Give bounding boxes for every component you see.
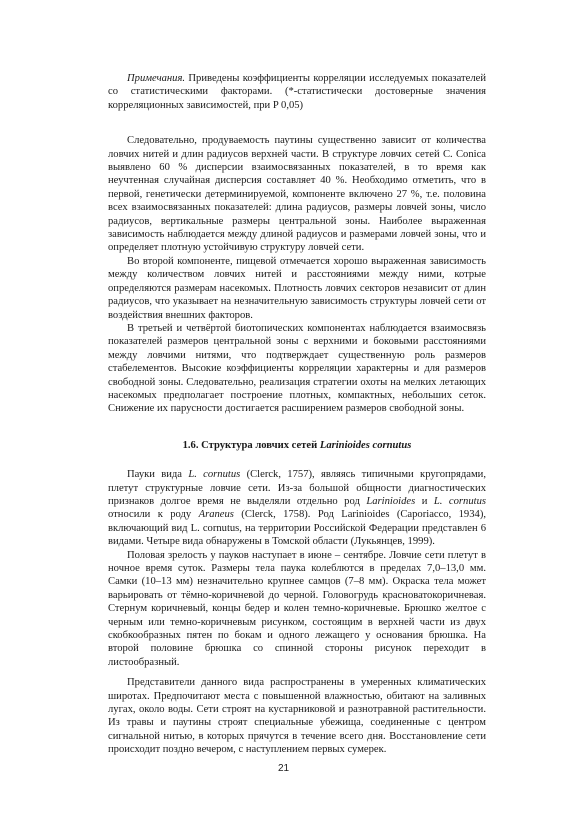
spacer	[108, 452, 486, 468]
text-run: (Clerck, 1757), являясь типичными кругопрядами, плетут структурные ловчие сети. Из-за большой общности диагностических признаков долгое время не выделяли отдельно род	[108, 469, 486, 507]
spacer	[108, 416, 486, 439]
species-name: L. cornutus	[188, 469, 241, 481]
spacer	[108, 112, 486, 134]
note-text: Приведены коэффициенты корреляции исследуемых показателей со статистическими факторами. (*-статистически достоверные значения корреляционных зависимостей, при P 0,05)	[108, 73, 486, 111]
spacer	[108, 669, 486, 676]
text-run: и	[415, 495, 434, 507]
genus-name: Araneus	[198, 509, 234, 521]
section-heading-prefix: 1.6. Структура ловчих сетей	[182, 439, 320, 451]
body-paragraph: В третьей и четвёртой биотопических компонентах наблюдается взаимосвязь показателей размеров центральной зоны с верхними и боковыми расстояниями между ловчими нитями, что подтверждает существенную роль размеров стабелементов. Высокие коэффициенты корреляции характерны и для размеров свободной зоны. Следовательно, реализация стратегии охоты на мелких летающих насекомых предполагает построение плотных, компактных, небольших сеток. Снижение их парусности достигается расширением размеров свободной зоны.	[108, 322, 486, 415]
text-run: относили к роду	[108, 509, 199, 521]
text-run: Пауки вида	[127, 469, 189, 481]
table-note	[108, 72, 486, 112]
section-paragraph: Представители данного вида распространены в умеренных климатических широтах. Предпочитают места с повышенной влажностью, обитают на заливных лугах, около воды. Сети строят на кустарниковой и разнотравной растительности. Из травы и паутины строят специальные убежища, соединенные с центром сигнальной нитью, в которых прячутся в течение всего дня. Восстановление сети происходит поздно вечером, с наступлением первых сумерек.	[108, 677, 486, 756]
genus-name: Larinioides	[366, 495, 416, 507]
page-content	[108, 72, 486, 757]
page-number: 21	[277, 763, 290, 774]
section-paragraph	[108, 468, 486, 548]
species-name: L. cornutus	[433, 495, 486, 507]
section-heading	[108, 439, 486, 452]
note-label: Примечания.	[127, 73, 186, 84]
body-paragraph: Следовательно, продуваемость паутины существенно зависит от количества ловчих нитей и длин радиусов верхней части. В структуре ловчих сетей C. Conica выявлено 60 % дисперсии взаимосвязанных показателей, в то время как неучтенная случайная дисперсия составляет 40 %. Необходимо отметить, что в первой, генетически детерминируемой, компоненте включено 27 %, т.е. половина всех взаимосвязанных показателей: длина радиусов, размеры ловчей зоны, число радиусов, вертикальные размеры центральной зоны. Наиболее выраженная зависимость наблюдается между длиной радиусов и размерами ловчей зоны, что и определяет плотную устойчивую структуру ловчей сети.	[108, 135, 486, 254]
section-paragraph: Половая зрелость у пауков наступает в июне – сентябре. Ловчие сети плетут в ночное время суток. Размеры тела паука колеблются в пределах 7,0–13,0 мм. Самки (10–13 мм) незначительно крупнее самцов (7–8 мм). Окраска тела может варьировать от тёмно-коричневой до черной. Головогрудь красноватокоричневая. Стернум коричневый, концы бедер и колен темно-коричневые. Брюшко желтое с черным или темно-коричневым рисунком, состоящим в верхней части из двух скобкообразных пятен по бокам и одного лежащего у основания брюшка. На второй половине брюшка со спинной стороны рисунок переходит в листообразный.	[108, 549, 486, 668]
text-run: (Clerck, 1758). Род Larinioides (Caporiacco, 1934), включающий вид L. cornutus, на территории Российской Федерации представлен 6 видами. Четыре вида обнаружены в Томской области (Лукьянцев, 1999).	[108, 509, 486, 548]
section-heading-species: Larinioides cornutus	[319, 439, 412, 451]
body-paragraph: Во второй компоненте, пищевой отмечается хорошо выраженная зависимость между количеством ловчих нитей и расстояниями между ними, котрые определяются размерам насекомых. Плотность ловчих секторов независит от длин радиусов, что указывает на незначительную зависимость структуры ловчей сети от воздействия внешних факторов.	[108, 255, 486, 321]
